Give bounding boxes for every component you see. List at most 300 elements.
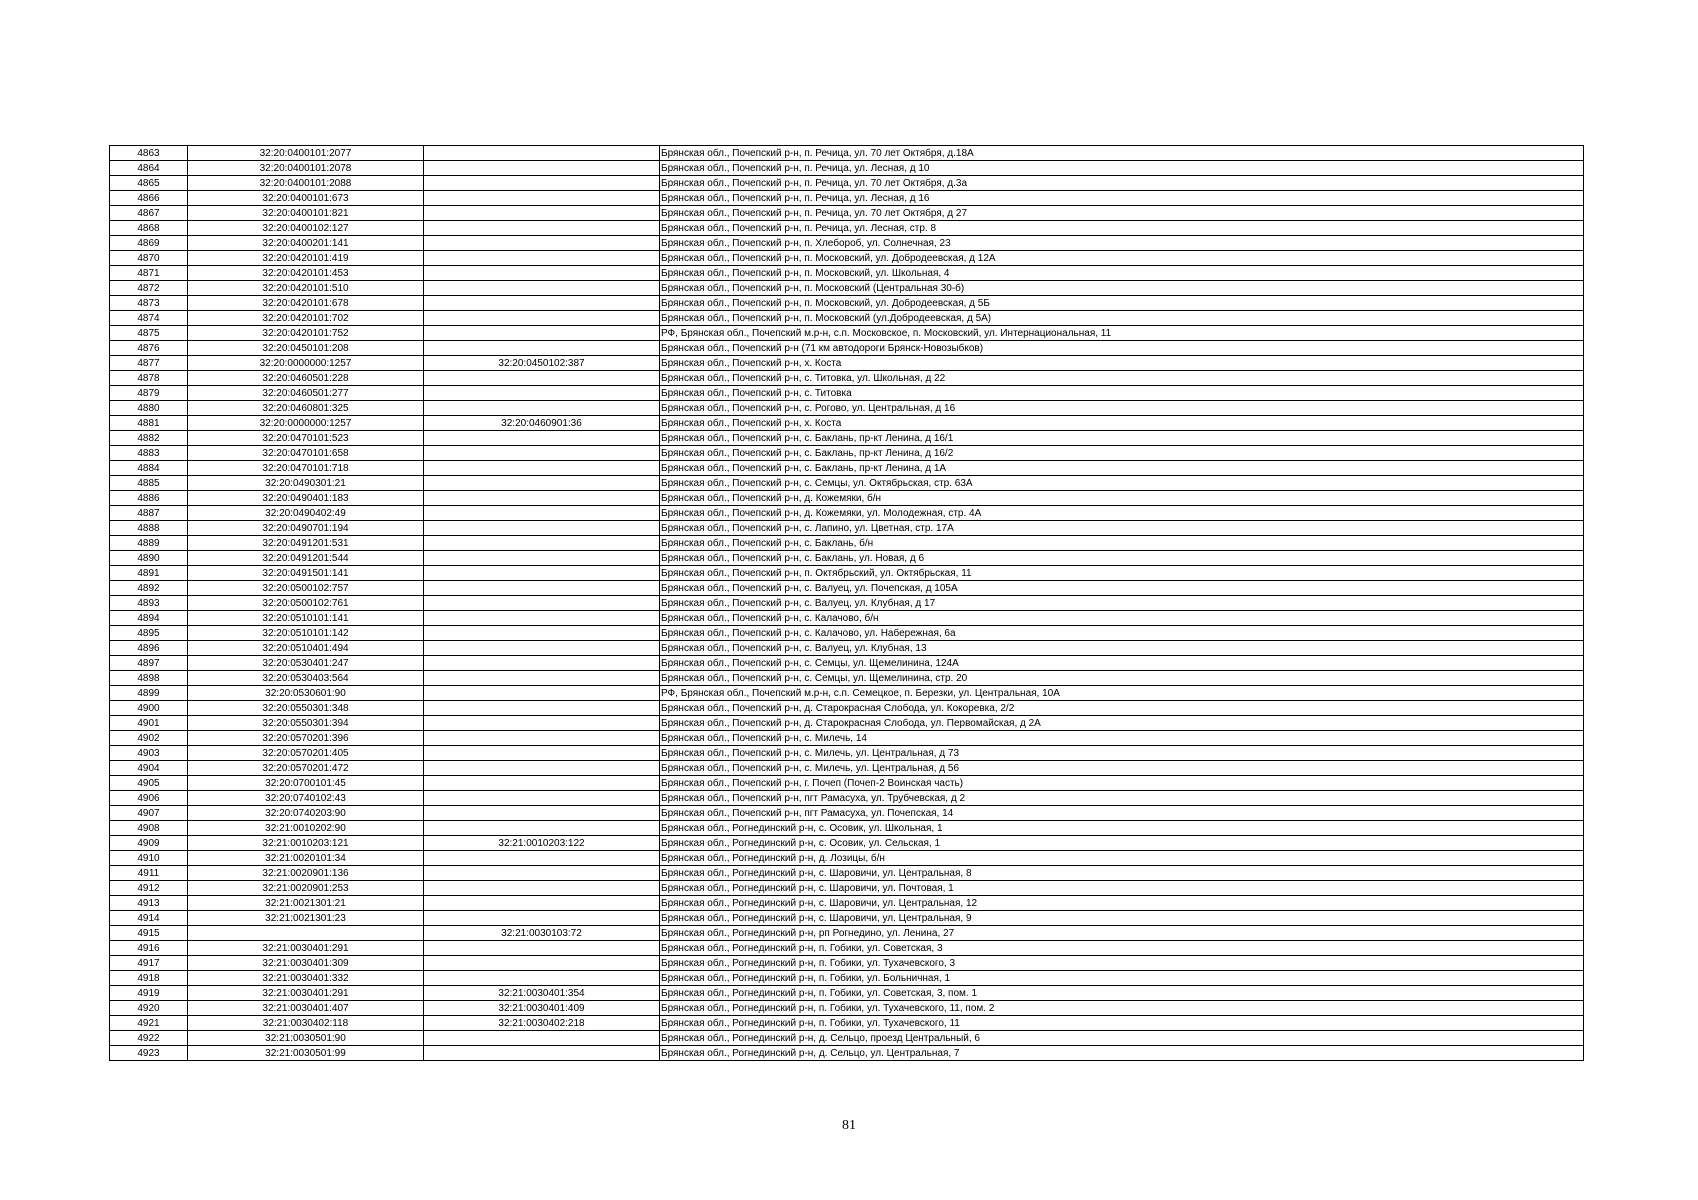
linked-cadastral-number-cell: [424, 146, 660, 161]
linked-cadastral-number-cell: [424, 386, 660, 401]
table-row: [110, 266, 1584, 281]
cadastral-number-cell: 32:20:0400101:2078: [188, 161, 424, 176]
table-row: [110, 1001, 1584, 1016]
address-cell: Брянская обл., Рогнединский р-н, п. Гобики, ул. Советская, 3, пом. 1: [660, 986, 1584, 1001]
table-row: [110, 716, 1584, 731]
cadastral-number-cell: 32:20:0530601:90: [188, 686, 424, 701]
address-cell: Брянская обл., Рогнединский р-н, с. Шаровичи, ул. Центральная, 8: [660, 866, 1584, 881]
address-cell: Брянская обл., Почепский р-н, г. Почеп (Почеп-2 Воинская часть): [660, 776, 1584, 791]
table-row: [110, 926, 1584, 941]
row-number-cell: 4922: [110, 1031, 188, 1046]
row-number-cell: 4904: [110, 761, 188, 776]
address-cell: Брянская обл., Рогнединский р-н, п. Гобики, ул. Тухачевского, 11: [660, 1016, 1584, 1031]
linked-cadastral-number-cell: [424, 896, 660, 911]
address-cell: РФ, Брянская обл., Почепский м.р-н, с.п. Московское, п. Московский, ул. Интернациональная, 11: [660, 326, 1584, 341]
table-row: [110, 1046, 1584, 1061]
row-number-cell: 4916: [110, 941, 188, 956]
cadastral-number-cell: 32:20:0550301:348: [188, 701, 424, 716]
linked-cadastral-number-cell: [424, 701, 660, 716]
address-cell: Брянская обл., Рогнединский р-н, рп Рогнедино, ул. Ленина, 27: [660, 926, 1584, 941]
linked-cadastral-number-cell: 32:20:0460901:36: [424, 416, 660, 431]
row-number-cell: 4897: [110, 656, 188, 671]
table-row: [110, 341, 1584, 356]
row-number-cell: 4885: [110, 476, 188, 491]
address-cell: Брянская обл., Почепский р-н, с. Калачово, б/н: [660, 611, 1584, 626]
table-row: [110, 746, 1584, 761]
linked-cadastral-number-cell: [424, 941, 660, 956]
table-row: [110, 956, 1584, 971]
table-row: [110, 401, 1584, 416]
address-cell: Брянская обл., Рогнединский р-н, д. Сельцо, проезд Центральный, 6: [660, 1031, 1584, 1046]
cadastral-number-cell: 32:20:0530401:247: [188, 656, 424, 671]
table-row: [110, 521, 1584, 536]
table-row: [110, 551, 1584, 566]
linked-cadastral-number-cell: 32:21:0010203:122: [424, 836, 660, 851]
cadastral-number-cell: 32:21:0021301:23: [188, 911, 424, 926]
cadastral-number-cell: 32:20:0420101:678: [188, 296, 424, 311]
cadastral-number-cell: 32:20:0500102:761: [188, 596, 424, 611]
linked-cadastral-number-cell: [424, 776, 660, 791]
table-row: [110, 386, 1584, 401]
cadastral-number-cell: 32:20:0490701:194: [188, 521, 424, 536]
linked-cadastral-number-cell: [424, 236, 660, 251]
address-cell: Брянская обл., Почепский р-н, пгт Рамасуха, ул. Почепская, 14: [660, 806, 1584, 821]
cadastral-number-cell: 32:21:0030501:99: [188, 1046, 424, 1061]
address-cell: Брянская обл., Рогнединский р-н, с. Шаровичи, ул. Центральная, 9: [660, 911, 1584, 926]
linked-cadastral-number-cell: 32:20:0450102:387: [424, 356, 660, 371]
row-number-cell: 4903: [110, 746, 188, 761]
cadastral-number-cell: 32:20:0420101:453: [188, 266, 424, 281]
address-cell: Брянская обл., Почепский р-н, п. Московский, ул. Добродеевская, д 12А: [660, 251, 1584, 266]
address-cell: Брянская обл., Почепский р-н, с. Милечь, ул. Центральная, д 73: [660, 746, 1584, 761]
row-number-cell: 4868: [110, 221, 188, 236]
address-cell: Брянская обл., Почепский р-н, с. Валуец, ул. Клубная, д 17: [660, 596, 1584, 611]
cadastral-number-cell: 32:21:0030401:332: [188, 971, 424, 986]
linked-cadastral-number-cell: [424, 446, 660, 461]
table-row: [110, 566, 1584, 581]
cadastral-number-cell: 32:20:0400201:141: [188, 236, 424, 251]
table-row: [110, 686, 1584, 701]
table-row: [110, 941, 1584, 956]
address-cell: Брянская обл., Почепский р-н, с. Баклань, пр-кт Ленина, д 16/2: [660, 446, 1584, 461]
cadastral-number-cell: 32:20:0510401:494: [188, 641, 424, 656]
cadastral-number-cell: 32:20:0740102:43: [188, 791, 424, 806]
cadastral-number-cell: 32:21:0020901:136: [188, 866, 424, 881]
row-number-cell: 4914: [110, 911, 188, 926]
address-cell: Брянская обл., Почепский р-н, п. Речица, ул. 70 лет Октября, д.18А: [660, 146, 1584, 161]
linked-cadastral-number-cell: [424, 956, 660, 971]
table-row: [110, 881, 1584, 896]
cadastral-number-cell: 32:20:0400101:821: [188, 206, 424, 221]
cadastral-number-cell: 32:21:0030401:291: [188, 986, 424, 1001]
address-cell: Брянская обл., Почепский р-н, п. Речица, ул. 70 лет Октября, д 27: [660, 206, 1584, 221]
address-cell: Брянская обл., Почепский р-н, п. Речица, ул. 70 лет Октября, д.3а: [660, 176, 1584, 191]
cadastral-number-cell: 32:21:0020101:34: [188, 851, 424, 866]
cadastral-number-cell: 32:20:0400101:673: [188, 191, 424, 206]
table-row: [110, 476, 1584, 491]
row-number-cell: 4899: [110, 686, 188, 701]
linked-cadastral-number-cell: [424, 716, 660, 731]
row-number-cell: 4907: [110, 806, 188, 821]
table-row: [110, 236, 1584, 251]
table-row: [110, 641, 1584, 656]
row-number-cell: 4869: [110, 236, 188, 251]
row-number-cell: 4898: [110, 671, 188, 686]
linked-cadastral-number-cell: [424, 491, 660, 506]
address-cell: Брянская обл., Рогнединский р-н, с. Шаровичи, ул. Почтовая, 1: [660, 881, 1584, 896]
cadastral-number-cell: 32:21:0010203:121: [188, 836, 424, 851]
linked-cadastral-number-cell: [424, 206, 660, 221]
table-row: [110, 221, 1584, 236]
address-cell: Брянская обл., Рогнединский р-н, п. Гобики, ул. Тухачевского, 3: [660, 956, 1584, 971]
address-cell: Брянская обл., Почепский р-н, д. Кожемяки, ул. Молодежная, стр. 4А: [660, 506, 1584, 521]
table-row: [110, 986, 1584, 1001]
table-row: [110, 371, 1584, 386]
cadastral-number-cell: 32:20:0470101:523: [188, 431, 424, 446]
row-number-cell: 4880: [110, 401, 188, 416]
row-number-cell: 4878: [110, 371, 188, 386]
linked-cadastral-number-cell: [424, 851, 660, 866]
table-row: [110, 806, 1584, 821]
table-row: [110, 971, 1584, 986]
cadastral-number-cell: 32:20:0420101:702: [188, 311, 424, 326]
row-number-cell: 4902: [110, 731, 188, 746]
address-cell: Брянская обл., Почепский р-н, п. Московский, ул. Школьная, 4: [660, 266, 1584, 281]
address-cell: Брянская обл., Почепский р-н, с. Баклань, пр-кт Ленина, д 1А: [660, 461, 1584, 476]
row-number-cell: 4895: [110, 626, 188, 641]
linked-cadastral-number-cell: [424, 911, 660, 926]
cadastral-number-cell: 32:20:0500102:757: [188, 581, 424, 596]
cadastral-number-cell: 32:20:0570201:472: [188, 761, 424, 776]
linked-cadastral-number-cell: [424, 401, 660, 416]
cadastral-number-cell: 32:21:0030501:90: [188, 1031, 424, 1046]
registry-table-body: [110, 146, 1584, 1061]
row-number-cell: 4908: [110, 821, 188, 836]
table-row: [110, 761, 1584, 776]
table-row: [110, 161, 1584, 176]
row-number-cell: 4870: [110, 251, 188, 266]
linked-cadastral-number-cell: 32:21:0030402:218: [424, 1016, 660, 1031]
address-cell: Брянская обл., Почепский р-н, с. Семцы, ул. Щемелинина, стр. 20: [660, 671, 1584, 686]
cadastral-number-cell: 32:20:0740203:90: [188, 806, 424, 821]
linked-cadastral-number-cell: [424, 521, 660, 536]
cadastral-number-cell: 32:21:0020901:253: [188, 881, 424, 896]
row-number-cell: 4906: [110, 791, 188, 806]
row-number-cell: 4912: [110, 881, 188, 896]
row-number-cell: 4893: [110, 596, 188, 611]
cadastral-number-cell: 32:20:0400101:2077: [188, 146, 424, 161]
address-cell: Брянская обл., Почепский р-н, д. Кожемяки, б/н: [660, 491, 1584, 506]
cadastral-number-cell: 32:21:0030401:309: [188, 956, 424, 971]
linked-cadastral-number-cell: [424, 971, 660, 986]
table-row: [110, 176, 1584, 191]
cadastral-number-cell: 32:21:0010202:90: [188, 821, 424, 836]
cadastral-number-cell: 32:20:0510101:142: [188, 626, 424, 641]
linked-cadastral-number-cell: [424, 311, 660, 326]
table-row: [110, 326, 1584, 341]
address-cell: Брянская обл., Почепский р-н, д. Старокрасная Слобода, ул. Кокоревка, 2/2: [660, 701, 1584, 716]
row-number-cell: 4900: [110, 701, 188, 716]
table-row: [110, 836, 1584, 851]
row-number-cell: 4919: [110, 986, 188, 1001]
table-row: [110, 1016, 1584, 1031]
row-number-cell: 4887: [110, 506, 188, 521]
linked-cadastral-number-cell: [424, 266, 660, 281]
cadastral-number-cell: 32:21:0030401:407: [188, 1001, 424, 1016]
cadastral-number-cell: 32:20:0491201:544: [188, 551, 424, 566]
cadastral-number-cell: 32:20:0570201:396: [188, 731, 424, 746]
row-number-cell: 4877: [110, 356, 188, 371]
page-number: 81: [842, 1118, 856, 1133]
address-cell: Брянская обл., Почепский р-н, п. Хлебороб, ул. Солнечная, 23: [660, 236, 1584, 251]
linked-cadastral-number-cell: [424, 581, 660, 596]
row-number-cell: 4884: [110, 461, 188, 476]
table-row: [110, 431, 1584, 446]
address-cell: Брянская обл., Почепский р-н, п. Речица, ул. Лесная, д 16: [660, 191, 1584, 206]
table-row: [110, 896, 1584, 911]
cadastral-number-cell: 32:20:0490401:183: [188, 491, 424, 506]
linked-cadastral-number-cell: [424, 821, 660, 836]
address-cell: Брянская обл., Почепский р-н, с. Баклань, пр-кт Ленина, д 16/1: [660, 431, 1584, 446]
cadastral-number-cell: 32:21:0030402:118: [188, 1016, 424, 1031]
address-cell: Брянская обл., Почепский р-н (71 км автодороги Брянск-Новозыбков): [660, 341, 1584, 356]
cadastral-number-cell: 32:20:0490301:21: [188, 476, 424, 491]
row-number-cell: 4886: [110, 491, 188, 506]
row-number-cell: 4910: [110, 851, 188, 866]
cadastral-number-cell: 32:20:0400102:127: [188, 221, 424, 236]
linked-cadastral-number-cell: [424, 746, 660, 761]
linked-cadastral-number-cell: [424, 866, 660, 881]
linked-cadastral-number-cell: [424, 341, 660, 356]
table-row: [110, 206, 1584, 221]
address-cell: Брянская обл., Рогнединский р-н, с. Осовик, ул. Школьная, 1: [660, 821, 1584, 836]
row-number-cell: 4917: [110, 956, 188, 971]
row-number-cell: 4874: [110, 311, 188, 326]
table-row: [110, 851, 1584, 866]
cadastral-number-cell: 32:20:0700101:45: [188, 776, 424, 791]
cadastral-number-cell: 32:20:0420101:510: [188, 281, 424, 296]
table-row: [110, 581, 1584, 596]
address-cell: Брянская обл., Почепский р-н, с. Валуец, ул. Клубная, 13: [660, 641, 1584, 656]
table-row: [110, 491, 1584, 506]
linked-cadastral-number-cell: [424, 371, 660, 386]
row-number-cell: 4923: [110, 1046, 188, 1061]
table-row: [110, 311, 1584, 326]
cadastral-number-cell: 32:20:0491501:141: [188, 566, 424, 581]
table-row: [110, 146, 1584, 161]
address-cell: Брянская обл., Почепский р-н, п. Московский (Центральная 30-б): [660, 281, 1584, 296]
row-number-cell: 4863: [110, 146, 188, 161]
cadastral-number-cell: 32:20:0570201:405: [188, 746, 424, 761]
row-number-cell: 4894: [110, 611, 188, 626]
row-number-cell: 4873: [110, 296, 188, 311]
address-cell: Брянская обл., Почепский р-н, п. Октябрьский, ул. Октябрьская, 11: [660, 566, 1584, 581]
address-cell: Брянская обл., Почепский р-н, д. Старокрасная Слобода, ул. Первомайская, д 2А: [660, 716, 1584, 731]
table-row: [110, 626, 1584, 641]
address-cell: Брянская обл., Почепский р-н, п. Речица, ул. Лесная, д 10: [660, 161, 1584, 176]
table-row: [110, 296, 1584, 311]
linked-cadastral-number-cell: [424, 566, 660, 581]
table-row: [110, 416, 1584, 431]
row-number-cell: 4875: [110, 326, 188, 341]
cadastral-number-cell: 32:20:0491201:531: [188, 536, 424, 551]
row-number-cell: 4921: [110, 1016, 188, 1031]
linked-cadastral-number-cell: [424, 536, 660, 551]
linked-cadastral-number-cell: [424, 731, 660, 746]
address-cell: Брянская обл., Рогнединский р-н, с. Осовик, ул. Сельская, 1: [660, 836, 1584, 851]
address-cell: Брянская обл., Почепский р-н, с. Семцы, ул. Октябрьская, стр. 63А: [660, 476, 1584, 491]
linked-cadastral-number-cell: [424, 596, 660, 611]
table-row: [110, 596, 1584, 611]
address-cell: Брянская обл., Почепский р-н, п. Московский (ул.Добродеевская, д 5А): [660, 311, 1584, 326]
row-number-cell: 4888: [110, 521, 188, 536]
row-number-cell: 4911: [110, 866, 188, 881]
cadastral-number-cell: 32:20:0490402:49: [188, 506, 424, 521]
cadastral-number-cell: 32:20:0420101:419: [188, 251, 424, 266]
cadastral-number-cell: 32:20:0000000:1257: [188, 416, 424, 431]
address-cell: Брянская обл., Почепский р-н, п. Московский, ул. Добродеевская, д 5Б: [660, 296, 1584, 311]
row-number-cell: 4883: [110, 446, 188, 461]
linked-cadastral-number-cell: [424, 1046, 660, 1061]
table-row: [110, 656, 1584, 671]
linked-cadastral-number-cell: [424, 656, 660, 671]
linked-cadastral-number-cell: [424, 326, 660, 341]
address-cell: Брянская обл., Почепский р-н, х. Коста: [660, 416, 1584, 431]
address-cell: Брянская обл., Почепский р-н, с. Милечь, 14: [660, 731, 1584, 746]
table-row: [110, 821, 1584, 836]
linked-cadastral-number-cell: [424, 296, 660, 311]
table-row: [110, 866, 1584, 881]
linked-cadastral-number-cell: [424, 641, 660, 656]
address-cell: Брянская обл., Рогнединский р-н, п. Гобики, ул. Тухачевского, 11, пом. 2: [660, 1001, 1584, 1016]
row-number-cell: 4872: [110, 281, 188, 296]
row-number-cell: 4882: [110, 431, 188, 446]
row-number-cell: 4864: [110, 161, 188, 176]
cadastral-number-cell: 32:20:0530403:564: [188, 671, 424, 686]
linked-cadastral-number-cell: [424, 1031, 660, 1046]
cadastral-number-cell: 32:20:0000000:1257: [188, 356, 424, 371]
row-number-cell: 4866: [110, 191, 188, 206]
address-cell: Брянская обл., Почепский р-н, с. Семцы, ул. Щемелинина, 124А: [660, 656, 1584, 671]
linked-cadastral-number-cell: 32:21:0030401:354: [424, 986, 660, 1001]
table-row: [110, 701, 1584, 716]
linked-cadastral-number-cell: [424, 281, 660, 296]
address-cell: РФ, Брянская обл., Почепский м.р-н, с.п. Семецкое, п. Березки, ул. Центральная, 10А: [660, 686, 1584, 701]
linked-cadastral-number-cell: [424, 176, 660, 191]
row-number-cell: 4876: [110, 341, 188, 356]
address-cell: Брянская обл., Почепский р-н, пгт Рамасуха, ул. Трубчевская, д 2: [660, 791, 1584, 806]
linked-cadastral-number-cell: [424, 881, 660, 896]
cadastral-number-cell: 32:21:0030401:291: [188, 941, 424, 956]
row-number-cell: 4879: [110, 386, 188, 401]
address-cell: Брянская обл., Рогнединский р-н, п. Гобики, ул. Советская, 3: [660, 941, 1584, 956]
address-cell: Брянская обл., Почепский р-н, с. Титовка: [660, 386, 1584, 401]
registry-table: [109, 145, 1584, 1061]
address-cell: Брянская обл., Почепский р-н, х. Коста: [660, 356, 1584, 371]
table-row: [110, 446, 1584, 461]
address-cell: Брянская обл., Почепский р-н, с. Лапино, ул. Цветная, стр. 17А: [660, 521, 1584, 536]
table-row: [110, 911, 1584, 926]
table-row: [110, 731, 1584, 746]
cadastral-number-cell: [188, 926, 424, 941]
cadastral-number-cell: 32:20:0460801:325: [188, 401, 424, 416]
linked-cadastral-number-cell: [424, 431, 660, 446]
row-number-cell: 4901: [110, 716, 188, 731]
address-cell: Брянская обл., Рогнединский р-н, д. Лозицы, б/н: [660, 851, 1584, 866]
address-cell: Брянская обл., Почепский р-н, с. Баклань, б/н: [660, 536, 1584, 551]
row-number-cell: 4881: [110, 416, 188, 431]
cadastral-number-cell: 32:20:0420101:752: [188, 326, 424, 341]
linked-cadastral-number-cell: [424, 461, 660, 476]
linked-cadastral-number-cell: [424, 251, 660, 266]
linked-cadastral-number-cell: [424, 221, 660, 236]
row-number-cell: 4915: [110, 926, 188, 941]
row-number-cell: 4920: [110, 1001, 188, 1016]
table-row: [110, 671, 1584, 686]
cadastral-number-cell: 32:21:0021301:21: [188, 896, 424, 911]
linked-cadastral-number-cell: [424, 626, 660, 641]
table-row: [110, 536, 1584, 551]
address-cell: Брянская обл., Рогнединский р-н, д. Сельцо, ул. Центральная, 7: [660, 1046, 1584, 1061]
linked-cadastral-number-cell: 32:21:0030401:409: [424, 1001, 660, 1016]
address-cell: Брянская обл., Рогнединский р-н, п. Гобики, ул. Больничная, 1: [660, 971, 1584, 986]
row-number-cell: 4896: [110, 641, 188, 656]
table-row: [110, 461, 1584, 476]
cadastral-number-cell: 32:20:0470101:718: [188, 461, 424, 476]
table-row: [110, 791, 1584, 806]
row-number-cell: 4867: [110, 206, 188, 221]
cadastral-number-cell: 32:20:0400101:2088: [188, 176, 424, 191]
row-number-cell: 4890: [110, 551, 188, 566]
address-cell: Брянская обл., Почепский р-н, с. Калачово, ул. Набережная, 6а: [660, 626, 1584, 641]
cadastral-number-cell: 32:20:0460501:277: [188, 386, 424, 401]
linked-cadastral-number-cell: [424, 761, 660, 776]
row-number-cell: 4889: [110, 536, 188, 551]
table-row: [110, 1031, 1584, 1046]
address-cell: Брянская обл., Почепский р-н, с. Милечь, ул. Центральная, д 56: [660, 761, 1584, 776]
table-row: [110, 506, 1584, 521]
row-number-cell: 4865: [110, 176, 188, 191]
row-number-cell: 4892: [110, 581, 188, 596]
table-row: [110, 251, 1584, 266]
address-cell: Брянская обл., Почепский р-н, п. Речица, ул. Лесная, стр. 8: [660, 221, 1584, 236]
address-cell: Брянская обл., Почепский р-н, с. Баклань, ул. Новая, д 6: [660, 551, 1584, 566]
table-row: [110, 191, 1584, 206]
table-row: [110, 281, 1584, 296]
cadastral-number-cell: 32:20:0510101:141: [188, 611, 424, 626]
linked-cadastral-number-cell: [424, 806, 660, 821]
linked-cadastral-number-cell: [424, 191, 660, 206]
table-row: [110, 611, 1584, 626]
row-number-cell: 4918: [110, 971, 188, 986]
address-cell: Брянская обл., Почепский р-н, с. Рогово, ул. Центральная, д 16: [660, 401, 1584, 416]
row-number-cell: 4871: [110, 266, 188, 281]
linked-cadastral-number-cell: [424, 686, 660, 701]
cadastral-number-cell: 32:20:0550301:394: [188, 716, 424, 731]
linked-cadastral-number-cell: [424, 611, 660, 626]
linked-cadastral-number-cell: [424, 791, 660, 806]
row-number-cell: 4905: [110, 776, 188, 791]
row-number-cell: 4913: [110, 896, 188, 911]
cadastral-number-cell: 32:20:0450101:208: [188, 341, 424, 356]
linked-cadastral-number-cell: [424, 161, 660, 176]
cadastral-number-cell: 32:20:0470101:658: [188, 446, 424, 461]
linked-cadastral-number-cell: [424, 671, 660, 686]
row-number-cell: 4909: [110, 836, 188, 851]
table-row: [110, 356, 1584, 371]
linked-cadastral-number-cell: [424, 506, 660, 521]
address-cell: Брянская обл., Рогнединский р-н, с. Шаровичи, ул. Центральная, 12: [660, 896, 1584, 911]
